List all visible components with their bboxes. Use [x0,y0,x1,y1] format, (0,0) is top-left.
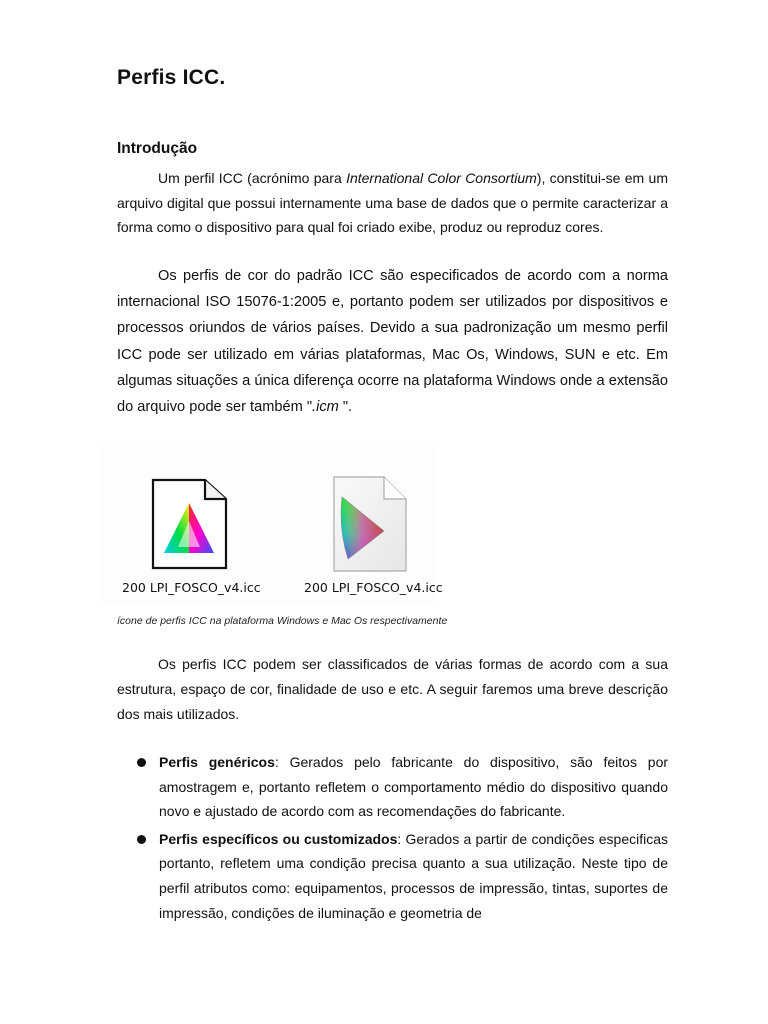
profile-types-list [135,750,668,925]
paragraph-intro-italic: International Color Consortium [346,170,537,186]
list-item-term: Perfis específicos ou customizados [159,830,398,847]
paragraph-intro [117,166,668,240]
section-heading-introducao: Introdução [117,140,198,157]
document-title: Perfis ICC. [117,66,226,89]
paragraph-iso-italic-extension: .icm [312,399,339,416]
bullet-dot-icon [137,758,146,767]
list-item-perfis-especificos [135,827,668,925]
mac-icc-filename: 200 LPI_FOSCO_v4.icc [304,580,443,595]
paragraph-classification: Os perfis ICC podem ser classificados de várias formas de acordo com a sua estrutura, espaço de cor, finalidade de uso e etc. A seguir faremos uma breve descrição dos mais utilizados. [117,656,668,722]
paragraph-iso-text-2: ". [338,399,353,416]
mac-icc-file-icon [332,475,408,573]
paragraph-intro-text-1: Um perfil ICC (acrónimo para [158,170,347,186]
windows-icc-file-icon [150,477,230,571]
list-item-text: : Gerados a partir de condições especificas portanto, refletem uma condição precisa quanto a sua utilização. Neste tipo de perfil atributos como: equipamentos, processos de impressão, tintas, suportes de impressão, condições de iluminação e geometria de [159,830,668,921]
bullet-dot-icon [137,835,146,844]
list-item-term: Perfis genéricos [159,754,275,770]
list-item-perfis-genericos [135,750,668,824]
paragraph-intro-text-2: ), constitui-se em um arquivo digital que possui internamente uma base de dados que o permite caracterizar a forma como o dispositivo para qual foi criado exibe, produz ou reproduz cores. [117,170,668,236]
paragraph-iso-standard [117,263,668,420]
paragraph-iso-text-1: Os perfis de cor do padrão ICC são especificados de acordo com a norma internacional ISO 15076-1:2005 e, portanto podem ser utilizados por dispositivos e processos oriundos de vários países. Devido a sua padronização um mesmo perfil ICC pode ser utilizado em várias plataformas, Mac Os, Windows, SUN e etc. Em algumas situações a única diferença ocorre na plataforma Windows onde a extensão do arquivo pode ser também " [117,268,668,416]
windows-icc-filename: 200 LPI_FOSCO_v4.icc [122,580,261,595]
icc-icons-figure [100,446,443,604]
list-item-text: : Gerados pelo fabricante do dispositivo, são feitos por amostragem e, portanto refletem o comportamento médio do dispositivo quando novo e ajustado de acordo com as recomendações do fabricante. [159,754,669,820]
figure-caption: ícone de perfis ICC na plataforma Windows e Mac Os respectivamente [117,615,448,627]
